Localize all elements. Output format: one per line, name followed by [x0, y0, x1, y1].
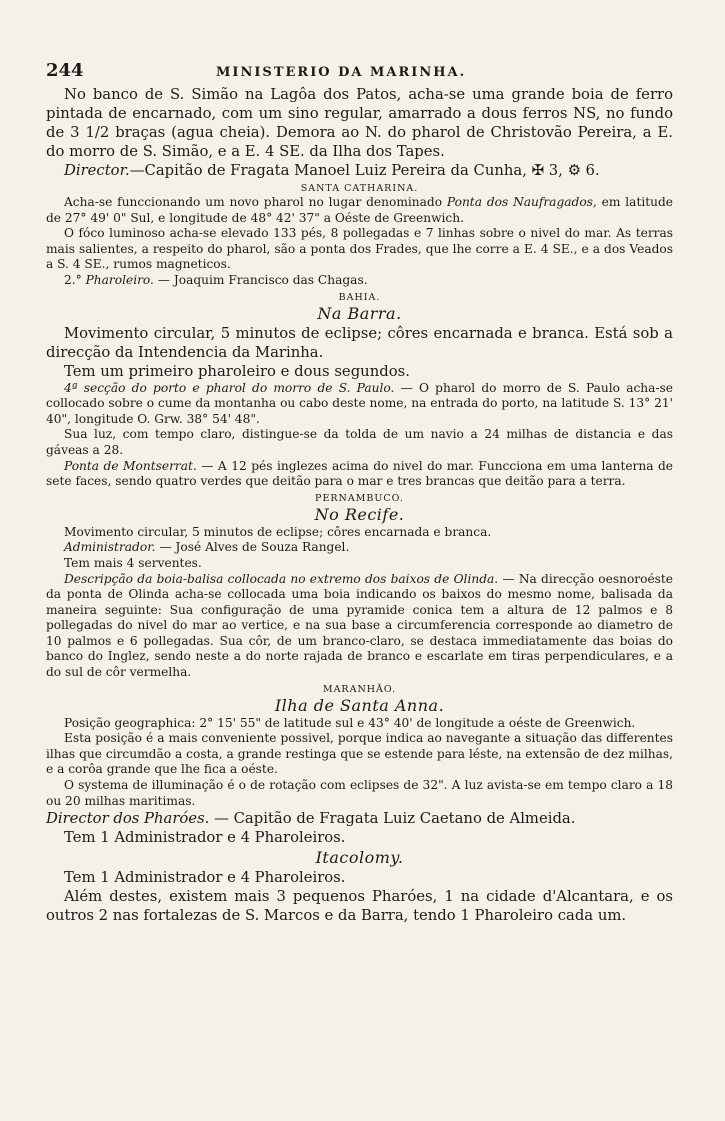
santa-catharina-p1	[46, 195, 673, 226]
bahia-p2: Tem um primeiro pharoleiro e dous segundos.	[64, 362, 410, 380]
subheading-no-recife: No Recife.	[314, 504, 405, 524]
pe-p2-label: Administrador.	[64, 540, 156, 555]
sc-p1-start: Acha-se funccionando um novo pharol no lugar denominado	[64, 195, 443, 209]
bahia-p3-text: — O pharol do morro de S. Paulo acha-se collocado sobre o cume da montanha ou cabo deste nome, na entrada do porto, na latitude S. 13° 21' 40", longitude O. Grw. 38° 54' 48".	[46, 380, 674, 426]
heading-pernambuco: PERNAMBUCO.	[315, 492, 404, 504]
pernambuco-p3: Tem mais 4 serventes.	[64, 555, 202, 570]
sc-p1-name: Ponta dos Naufragados,	[446, 195, 597, 209]
page-header	[46, 60, 673, 81]
pe-p4-text: — Na direcção oesnoroéste da ponta de Olinda acha-se collocada uma boia indicando os baixos do mesmo nome, balisada da maneira seguinte: Sua configuração de uma pyramide conica tem a altura de 12 palmos e 8 pollegadas do nivel do mar ao vertice, e na sua base a circumferencia corresponde ao diametro de 10 palmos e 6 pollegadas. Sua côr, de um branco-claro, se destaca immediatamente das boias do banco do Inglez, sendo neste a do norte rajada de branco e escarlate em tiras perpendiculares, e a do sul de côr vermelha.	[46, 571, 674, 680]
heading-maranhao: MARANHÃO.	[322, 683, 397, 695]
maranhao-p3: O systema de illuminação é o de rotação com eclipses de 32". A luz avista-se em tempo claro a 18 ou 20 milhas maritimas.	[46, 778, 673, 808]
pernambuco-p1: Movimento circular, 5 minutos de eclipse; côres encarnada e branca.	[64, 524, 492, 539]
pe-p4-label: Descripção da boia-balisa collocada no extremo dos baixos de Olinda.	[64, 571, 499, 586]
maranhao-p6: Tem 1 Administrador e 4 Pharoleiros.	[64, 869, 346, 887]
subheading-na-barra: Na Barra.	[317, 303, 402, 323]
subheading-ilha-santa-anna: Ilha de Santa Anna.	[274, 695, 445, 715]
pernambuco-p2	[46, 540, 673, 556]
pe-p2-text: — José Alves de Souza Rangel.	[159, 540, 350, 555]
page-number: 244	[46, 60, 84, 81]
subheading-itacolomy: Itacolomy.	[315, 848, 404, 868]
heading-bahia: BAHIA.	[338, 291, 381, 303]
sc-p3-text: — Joaquim Francisco das Chagas.	[157, 272, 368, 287]
pernambuco-p4	[46, 572, 673, 681]
sc-p3-num: 2.°	[64, 272, 82, 287]
maranhao-p5: Tem 1 Administrador e 4 Pharoleiros.	[64, 829, 346, 847]
bahia-p3-label: 4ª secção do porto e pharol do morro de S. Paulo.	[64, 380, 395, 395]
santa-catharina-p3	[46, 273, 673, 289]
bahia-p3	[46, 381, 673, 428]
santa-catharina-p2: O fóco luminoso acha-se elevado 133 pés, 8 pollegadas e 7 linhas sobre o nivel do mar. As terras mais salientes, a respeito do pharol, são a ponta dos Frades, que lhe corre a E. 4 SE., e a dos Veados a S. 4 SE., rumos magneticos.	[46, 226, 673, 272]
heading-santa-catharina: SANTA CATHARINA.	[300, 183, 419, 194]
sc-p3-label: Pharoleiro.	[85, 272, 154, 287]
intro-paragraph: No banco de S. Simão na Lagôa dos Patos, acha-se uma grande boia de ferro pintada de encarnado, com um sino regular, amarrado a dous ferros NS, no fundo de 3 1/2 braças (agua cheia). Demora ao N. do pharol de Christovão Pereira, a E. do morro de S. Simão, e a E. 4 SE. da Ilha dos Tapes.	[46, 86, 673, 160]
bahia-p5-label: Ponta de Montserrat.	[64, 458, 197, 473]
maranhao-p4	[46, 809, 673, 828]
bahia-p1: Movimento circular, 5 minutos de eclipse; côres encarnada e branca. Está sob a direcção da Intendencia da Marinha.	[46, 324, 673, 361]
sc-p1-end: em latitude de 27° 49' 0" Sul, e longitude de 48° 42' 37" a Oéste de Greenwich.	[46, 195, 674, 225]
director-text: —Capitão de Fragata Manoel Luiz Pereira da Cunha, ✠ 3, ⚙ 6.	[129, 162, 600, 179]
bahia-p5-text: — A 12 pés inglezes acima do nivel do mar. Funcciona em uma lanterna de sete faces, sendo quatro verdes que deitão para o mar e tres brancas que deitão para a terra.	[46, 458, 673, 489]
bahia-p4: Sua luz, com tempo claro, distingue-se da tolda de um navio a 24 milhas de distancia e das gáveas a 28.	[46, 427, 673, 457]
maranhao-p2: Esta posição é a mais conveniente possivel, porque indica ao navegante a situação das differentes ilhas que circumdão a costa, a grande restinga que se estende para léste, na extensão de dez milhas, e a corôa grande que lhe fica a oéste.	[46, 731, 673, 777]
bahia-p5	[46, 459, 673, 490]
running-title: MINISTERIO DA MARINHA.	[216, 65, 467, 80]
director-label: Director.	[64, 162, 130, 179]
maranhao-p7: Além destes, existem mais 3 pequenos Pharóes, 1 na cidade d'Alcantara, e os outros 2 nas fortalezas de S. Marcos e da Barra, tendo 1 Pharoleiro cada um.	[46, 888, 673, 925]
ma-p4-text: — Capitão de Fragata Luiz Caetano de Almeida.	[214, 810, 576, 828]
intro-director	[46, 161, 673, 180]
ma-p4-label: Director dos Pharóes.	[46, 810, 210, 828]
maranhao-p1: Posição geographica: 2° 15' 55" de latitude sul e 43° 40' de longitude a oéste de Greenwich.	[64, 715, 636, 730]
